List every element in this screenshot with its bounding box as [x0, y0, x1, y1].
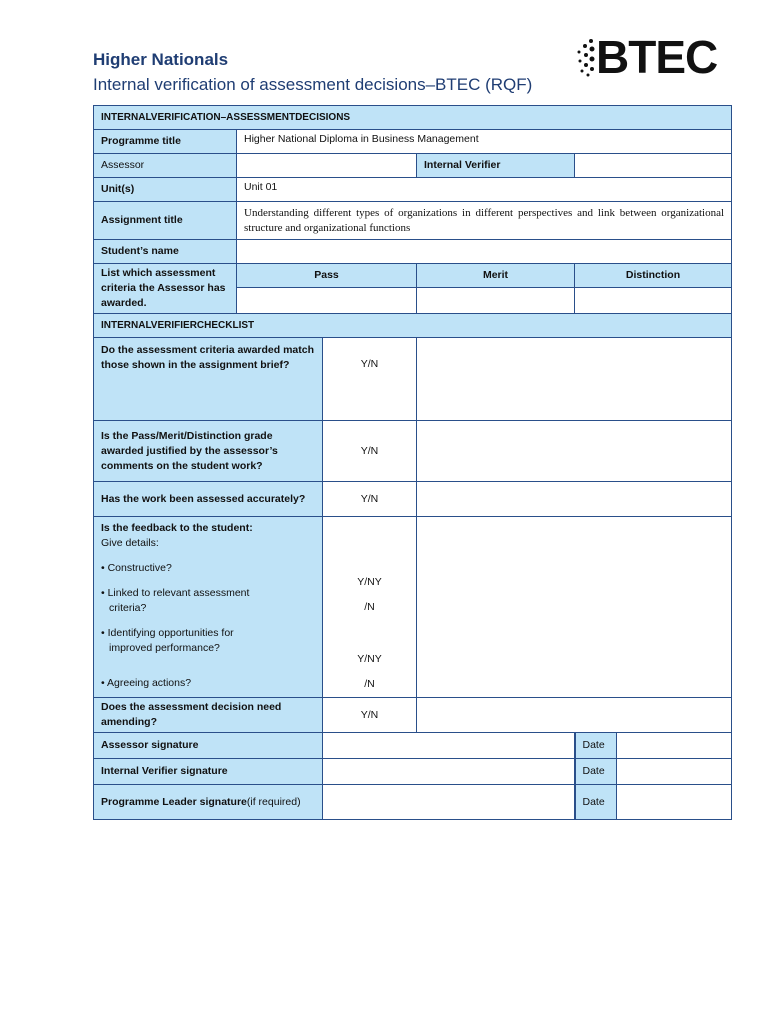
criteria-label: List which assessment criteria the Assessor has awarded.: [94, 264, 237, 314]
merit-value[interactable]: [417, 288, 575, 314]
assessor-label: Assessor: [94, 154, 237, 178]
assessor-date-label: Date: [575, 733, 617, 759]
comment-decision-amending[interactable]: [417, 698, 732, 733]
iv-signature-value[interactable]: [323, 759, 575, 785]
pl-date-value[interactable]: [617, 785, 732, 820]
page-title: Higher Nationals: [93, 50, 229, 69]
section-header-decisions: INTERNALVERIFICATION–ASSESSMENTDECISIONS: [94, 106, 732, 130]
question-feedback: [94, 517, 323, 698]
comment-criteria-match[interactable]: [417, 338, 732, 421]
pass-header: Pass: [237, 264, 417, 288]
answer-feedback-yny-1: Y/NY: [357, 576, 382, 588]
btec-logo: [574, 31, 734, 84]
distinction-header: Distinction: [575, 264, 732, 288]
assessor-value[interactable]: [237, 154, 417, 178]
assessor-date-value[interactable]: [617, 733, 732, 759]
comment-assessed-accurately[interactable]: [417, 482, 732, 517]
distinction-value[interactable]: [575, 288, 732, 314]
answer-feedback-n-1: /N: [364, 601, 375, 613]
feedback-give-details: Give details:: [101, 537, 159, 549]
page-subtitle: Internal verification of assessment decisions–BTEC (RQF): [93, 75, 533, 94]
answer-grade-justified[interactable]: Y/N: [323, 421, 417, 482]
logo-dots-icon: [574, 38, 596, 78]
verification-form: [93, 105, 732, 820]
pl-signature-text: Programme Leader signature: [101, 795, 247, 808]
units-label: Unit(s): [94, 178, 237, 202]
feedback-linked-2: criteria?: [109, 602, 147, 614]
assessor-signature-value[interactable]: [323, 733, 575, 759]
feedback-agreeing: • Agreeing actions?: [101, 677, 192, 689]
logo-text: BTEC: [596, 31, 718, 83]
feedback-linked-1: • Linked to relevant assessment: [101, 587, 250, 599]
answer-feedback[interactable]: [323, 517, 417, 698]
internal-verifier-label: Internal Verifier: [417, 154, 575, 178]
answer-assessed-accurately[interactable]: Y/N: [323, 482, 417, 517]
iv-signature-label: Internal Verifier signature: [94, 759, 323, 785]
iv-date-label: Date: [575, 759, 617, 785]
student-name-value[interactable]: [237, 240, 732, 264]
pl-signature-value[interactable]: [323, 785, 575, 820]
pl-date-label: Date: [575, 785, 617, 820]
comment-feedback[interactable]: [417, 517, 732, 698]
answer-feedback-n-2: /N: [364, 678, 375, 690]
answer-decision-amending[interactable]: Y/N: [323, 698, 417, 733]
pl-signature-note: (if required): [246, 795, 301, 808]
merit-header: Merit: [417, 264, 575, 288]
section-header-checklist: INTERNALVERIFIERCHECKLIST: [94, 314, 732, 338]
question-grade-justified: Is the Pass/Merit/Distinction grade awarded justified by the assessor’s comments on the student work?: [94, 421, 323, 482]
feedback-constructive: • Constructive?: [101, 562, 172, 574]
internal-verifier-value[interactable]: [575, 154, 732, 178]
feedback-title: Is the feedback to the student:: [101, 522, 253, 534]
student-name-label: Student’s name: [94, 240, 237, 264]
feedback-opportunities-2: improved performance?: [109, 642, 220, 654]
iv-date-value[interactable]: [617, 759, 732, 785]
question-criteria-match: Do the assessment criteria awarded match those shown in the assignment brief?: [94, 338, 323, 421]
comment-grade-justified[interactable]: [417, 421, 732, 482]
pass-value[interactable]: [237, 288, 417, 314]
units-value[interactable]: Unit 01: [237, 178, 732, 202]
programme-title-label: Programme title: [94, 130, 237, 154]
programme-title-value[interactable]: Higher National Diploma in Business Management: [237, 130, 732, 154]
pl-signature-label: [94, 785, 323, 820]
assessor-signature-label: Assessor signature: [94, 733, 323, 759]
assignment-title-value[interactable]: Understanding different types of organizations in different perspectives and link between organizational structure and organizational functions: [237, 202, 732, 240]
question-assessed-accurately: Has the work been assessed accurately?: [94, 482, 323, 517]
feedback-opportunities-1: • Identifying opportunities for: [101, 627, 234, 639]
answer-criteria-match[interactable]: Y/N: [323, 338, 417, 421]
question-decision-amending: Does the assessment decision need amending?: [94, 698, 323, 733]
answer-feedback-yny-2: Y/NY: [357, 653, 382, 665]
assignment-title-label: Assignment title: [94, 202, 237, 240]
